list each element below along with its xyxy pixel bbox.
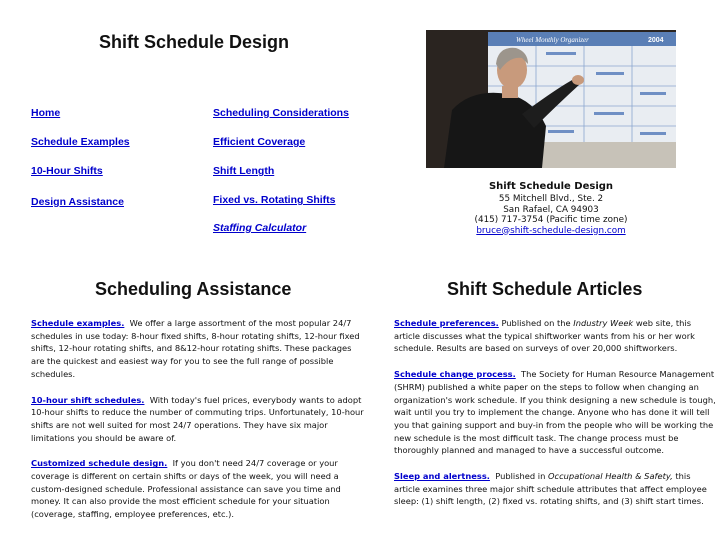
schedule-preferences-link[interactable]: Schedule preferences. xyxy=(394,318,499,328)
article-item xyxy=(394,317,716,355)
article-item-text: this article examines three major shift schedule attributes that affect employee sleep: (1) shift length, (2) fixed vs. rotating shifts, and (3) shift start times. xyxy=(394,471,707,507)
nav-link-fixed-vs-rotating[interactable]: Fixed vs. Rotating Shifts xyxy=(213,194,336,206)
company-name: Shift Schedule Design xyxy=(488,181,614,192)
nav-link-shift-length[interactable]: Shift Length xyxy=(213,165,275,177)
assistance-item xyxy=(31,457,367,521)
assistance-item-text: If you don't need 24/7 coverage or your coverage is different on certain shifts or days of the week, you will need a custom-designed schedule. Professional assistance can save you time and money. It can also provide the most efficient schedule for your situation (coverage, staffing, employee preferences, etc.). xyxy=(31,458,341,520)
article-item xyxy=(394,368,716,457)
nav-link-10-hour-shifts[interactable]: 10-Hour Shifts xyxy=(31,165,103,177)
board-heading-text: Wheel Monthly Organizer xyxy=(516,36,589,44)
email-link[interactable]: bruce@shift-schedule-design.com xyxy=(476,225,626,236)
article-item-text: The Society for Human Resource Management (SHRM) published a white paper on the steps to follow when changing an organization's work schedule. If you think designing a new schedule is tough, wait until you try to implement the change. Anyone who has done it will tell you that gaining support and buy-in from the people who will be working the new schedule is the most difficult task. The change process must be thoroughly planned and managed to have a successful outcome. xyxy=(394,369,716,456)
shift-schedule-articles-heading: Shift Schedule Articles xyxy=(447,279,643,299)
nav-link-efficient-coverage[interactable]: Efficient Coverage xyxy=(213,136,306,148)
assistance-item-text: We offer a large assortment of the most popular 24/7 schedules in use today: 8-hour fixed shifts, 8-hour rotating shifts, 12-hour fixed shifts, 12-hour rotating shifts, and 8&12-hour rotating shifts. These packages are the quickest and easiest way for you to see the full range of possible schedules. xyxy=(31,318,360,379)
article-item-text: Published on the xyxy=(501,318,574,328)
contact-info xyxy=(426,181,676,236)
header-photo xyxy=(426,30,676,168)
nav-link-design-assistance[interactable]: Design Assistance xyxy=(31,196,124,208)
address-line-2: San Rafael, CA 94903 xyxy=(503,204,599,215)
article-item-text: web site, this article discusses what the typical shiftworker wants from his or her work schedule. Results are based on surveys of over 20,000 shiftworkers. xyxy=(394,318,695,354)
10-hour-shift-schedules-link[interactable]: 10-hour shift schedules. xyxy=(31,394,145,405)
nav-link-home[interactable]: Home xyxy=(31,107,61,119)
scheduling-assistance-heading: Scheduling Assistance xyxy=(95,279,292,299)
board-year-text: 2004 xyxy=(648,37,664,44)
customized-schedule-design-link[interactable]: Customized schedule design. xyxy=(31,458,168,469)
schedule-change-process-link[interactable]: Schedule change process. xyxy=(394,369,516,380)
nav-link-scheduling-considerations[interactable]: Scheduling Considerations xyxy=(213,107,349,119)
site-title: Shift Schedule Design xyxy=(99,32,290,52)
schedule-examples-link[interactable]: Schedule examples. xyxy=(31,318,125,328)
address-line-1: 55 Mitchell Blvd., Ste. 2 xyxy=(498,194,604,204)
article-item-text: Published in xyxy=(495,471,549,482)
man-at-scheduling-board-image xyxy=(426,30,676,168)
sleep-and-alertness-link[interactable]: Sleep and alertness. xyxy=(394,471,490,482)
assistance-item-text: With today's fuel prices, everybody wants to adopt 10-hour shifts to reduce the number of commuting trips. Unfortunately, 10-hour shifts are not well suited for most 24/7 operations. They have six major limitations you should be aware of. xyxy=(31,394,364,443)
scheduling-assistance-column xyxy=(31,317,367,534)
nav-link-staffing-calculator[interactable]: Staffing Calculator xyxy=(213,222,307,234)
publication-name: Industry Week xyxy=(573,318,634,328)
shift-schedule-articles-column xyxy=(394,317,716,521)
assistance-item xyxy=(31,317,367,381)
phone-number: (415) 717-3754 (Pacific time zone) xyxy=(474,215,628,225)
publication-name: Occupational Health & Safety, xyxy=(548,471,673,482)
article-item xyxy=(394,470,716,508)
nav-link-schedule-examples[interactable]: Schedule Examples xyxy=(31,136,130,148)
assistance-item xyxy=(31,394,367,445)
